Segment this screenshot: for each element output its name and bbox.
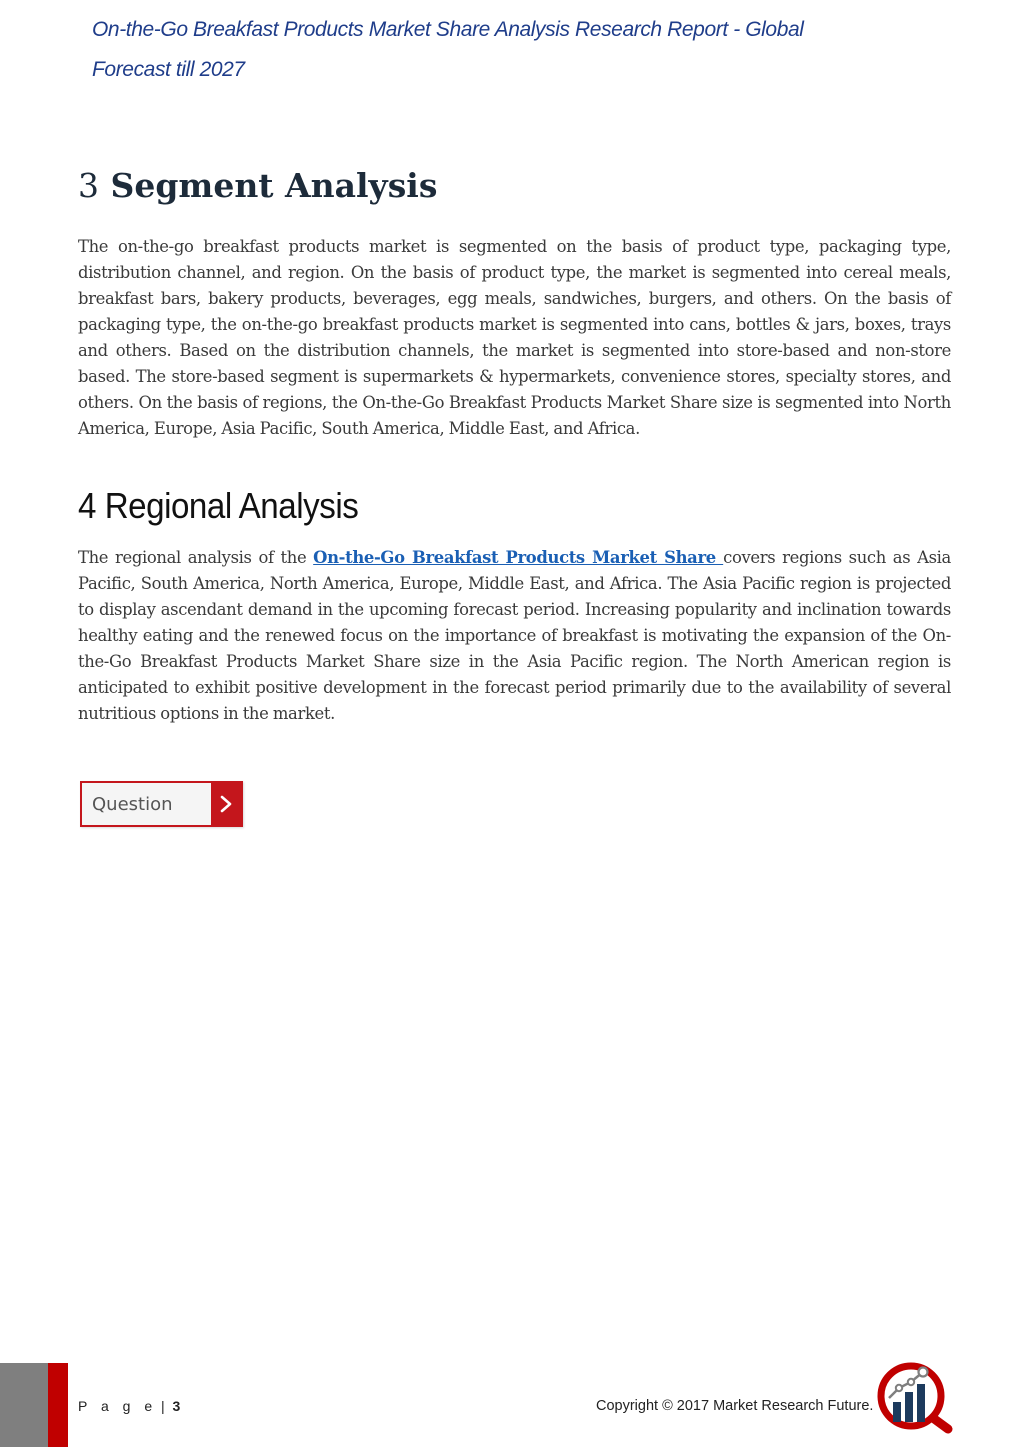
segment-analysis-paragraph: The on-the-go breakfast products market is segmented on the basis of product type, packaging type, distribution channel, and region. On the basis of product type, the market is segmented into cereal meals, breakfast bars, bakery products, beverages, egg meals, sandwiches, burgers, and others. On the basis of packaging type, the on-the-go breakfast products market is segmented into cans, bottles & jars, boxes, trays and others. Based on the distribution channels, the market is segmented into store-based and non-store based. The store-based segment is supermarkets & hypermarkets, convenience stores, specialty stores, and others. On the basis of regions, the On-the-Go Breakfast Products Market Share size is segmented into North America, Europe, Asia Pacific, South America, Middle East, and Africa. xyxy=(78,237,951,438)
page-label: P a g e xyxy=(78,1398,158,1414)
footer-grey-bar xyxy=(0,1363,48,1447)
copyright-text: Copyright © 2017 Market Research Future. xyxy=(596,1398,874,1414)
market-share-report-link[interactable]: On-the-Go Breakfast Products Market Share xyxy=(313,548,724,567)
header-title-line-1: On-the-Go Breakfast Products Market Share Analysis Research Report - Global xyxy=(92,18,804,41)
section-4-heading: 4 Regional Analysis xyxy=(78,485,359,526)
footer-red-bar xyxy=(48,1363,68,1447)
regional-analysis-paragraph xyxy=(78,545,951,727)
header-title-line-2: Forecast till 2027 xyxy=(92,58,245,81)
question-button[interactable] xyxy=(80,781,243,827)
regional-text-before-link: The regional analysis of the xyxy=(78,548,314,567)
market-research-future-logo-icon xyxy=(875,1362,955,1434)
regional-text-after-link: covers regions such as Asia Pacific, South America, North America, Europe, Middle East, and Africa. The Asia Pacific region is projected to display ascendant demand in the upcoming forecast period. Increasing popularity and inclination towards healthy eating and the renewed focus on the importance of breakfast is motivating the expansion of the On-the-Go Breakfast Products Market Share size in the Asia Pacific region. The North American region is anticipated to exhibit positive development in the forecast period primarily due to the availability of several nutritious options in the market. xyxy=(78,548,951,723)
section-3-title: Segment Analysis xyxy=(110,166,438,205)
chevron-right-icon xyxy=(211,783,241,825)
report-header-title xyxy=(92,10,812,90)
page-number-value: 3 xyxy=(172,1398,181,1414)
page-separator: | xyxy=(161,1398,165,1414)
page-number xyxy=(78,1398,180,1414)
section-3-number: 3 xyxy=(78,166,99,205)
section-3-heading xyxy=(78,162,437,210)
question-button-label: Question xyxy=(92,793,173,815)
